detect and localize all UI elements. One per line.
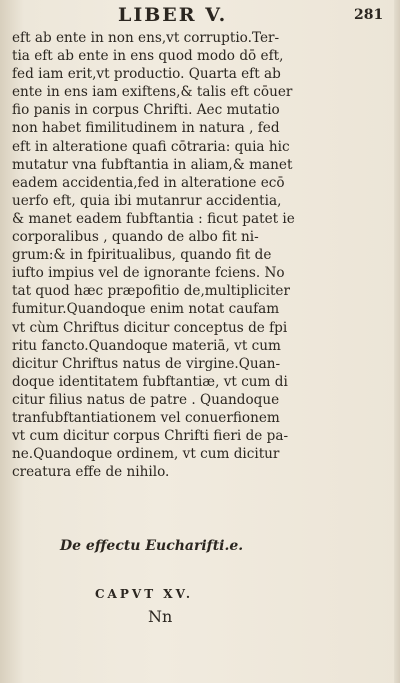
text-line: eadem accidentia,fed in alteratione ecō: [12, 174, 285, 191]
text-line: ne.Quandoque ordinem, vt cum dicitur: [12, 446, 280, 463]
text-line: vt cùm Chriftus dicitur conceptus de fpi: [12, 319, 288, 336]
text-line: eft in alteratione quafi cōtraria: quia hic: [12, 138, 290, 155]
text-line: uerfo eft, quia ibi mutanrur accidentia,: [12, 192, 282, 209]
text-line: ente in ens iam exiftens,& talis eft cōuer: [12, 84, 293, 101]
page-number: 281: [354, 7, 384, 23]
text-line: citur filius natus de patre . Quandoque: [12, 391, 280, 408]
section-subheading: De effectu Eucharifti.e.: [60, 538, 244, 554]
text-line: vt cum dicitur corpus Chrifti fieri de pa-: [12, 428, 289, 445]
text-line: corporalibus , quando de albo fit ni-: [12, 229, 259, 246]
running-head: [0, 4, 400, 26]
text-line: tat quod hæc præpofitio de,multipliciter: [12, 283, 290, 300]
text-line: creatura effe de nihilo.: [12, 464, 170, 481]
page-edge: [394, 0, 400, 683]
text-line: grum:& in fpiritualibus, quando fit de: [12, 247, 272, 264]
text-line: non habet fimilitudinem in natura , fed: [12, 120, 280, 137]
signature-mark: Nn: [148, 607, 173, 626]
text-line: tranfubftantiationem vel conuerfionem: [12, 409, 280, 426]
text-line: dicitur Chriftus natus de virgine.Quan-: [12, 355, 281, 372]
text-line: fed iam erit,vt productio. Quarta eft ab: [12, 66, 281, 83]
text-line: eft ab ente in non ens,vt corruptio.Ter-: [12, 30, 280, 46]
text-line: mutatur vna fubftantia in aliam,& manet: [12, 156, 293, 173]
text-line: ritu fancto.Quandoque materiā, vt cum: [12, 337, 281, 354]
text-line: & manet eadem fubftantia : ficut patet ie: [12, 210, 295, 227]
text-line: doque identitatem fubftantiæ, vt cum di: [12, 373, 288, 390]
text-line: tia eft ab ente in ens quod modo dō eft,: [12, 48, 284, 65]
chapter-heading: CAPVT XV.: [95, 587, 194, 601]
body-text: [12, 29, 324, 481]
text-line: iufto impius vel de ignorante fciens. No: [12, 265, 285, 282]
text-line: fumitur.Quandoque enim notat caufam: [12, 301, 280, 318]
text-line: fio panis in corpus Chrifti. Aec mutatio: [12, 102, 280, 119]
running-title: LIBER V.: [118, 4, 228, 26]
